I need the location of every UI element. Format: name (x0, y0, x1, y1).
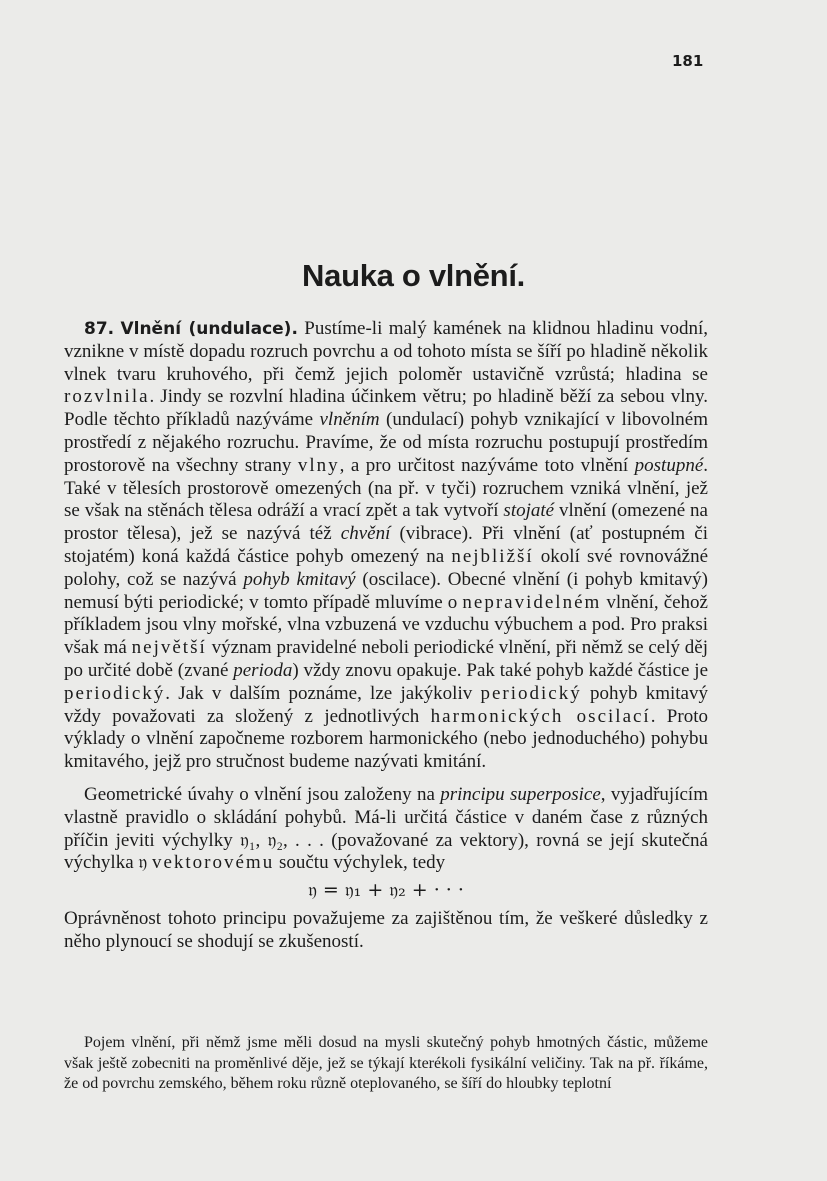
text-run: pohyb kmitavý vždy považovati za složený z jednotlivých (64, 682, 708, 727)
spaced-term: nejbližší (451, 545, 534, 567)
text-run: (vibrace). Při vlnění (ať postupném či stojatém) koná každá částice pohyb omezený na (64, 523, 709, 567)
text-run: . Jindy se rozvlní hladina účinkem větru; po hladině běží za sebou vlny. Podle těchto příkladů nazýváme (64, 386, 708, 431)
paragraph-intro (64, 318, 708, 774)
text-run: součtu výchylek, tedy (274, 852, 446, 874)
text-run: Geometrické úvahy o vlnění jsou založeny na (84, 783, 441, 805)
text-run: význam pravidelné neboli periodické vlnění, při němž se celý děj po určité době (zvané (64, 637, 708, 681)
text-run: Pustíme-li malý kamének na klidnou hladinu vodní, vznikne v místě dopadu rozruch povrchu a od tohoto místa se šíří po hladině několik vlnek tvaru kruhového, při čemž jejich poloměr ustavičně vzrůstá; hladina se (64, 318, 708, 385)
spaced-term: rozvlnila (64, 386, 150, 408)
text-run: , a pro určitost nazýváme toto vlnění (339, 454, 635, 476)
spaced-term: vlny (297, 454, 340, 476)
text-run: , vyjadřujícím vlastně pravidlo o skládání pohybů. Má-li určitá částice v daném čase z různých příčin jeviti výchylky 𝔶₁, 𝔶₂, . . . (považované za vektory), rovná se její skutečná výchylka 𝔶 (64, 783, 708, 874)
paragraph-validity: Oprávněnost tohoto principu považujeme za zajištěnou tím, že veškeré důsledky z něho plynoucí se shodují se zkušeností. (64, 907, 708, 952)
italic-term: pohyb kmitavý (243, 568, 356, 590)
text-run: . Jak v dalším poznáme, lze jakýkoliv (165, 682, 481, 704)
spaced-term: periodický (64, 682, 166, 704)
note-paragraph: Pojem vlnění, při němž jsme měli dosud na mysli skutečný pohyb hmotných částic, můžeme však ještě zobecniti na proměnlivé děje, jež se týkají kterékoli fysikální veličiny. Tak na př. říkáme, že od povrchu zemského, během roku různě oteplovaného, se šíří do hloubky teplotní (64, 1034, 708, 1092)
text-run: . Také v tělesích prostorově omezených (na př. v tyči) rozruchem vzniká vlnění, jež se však na stěnách tělesa odráží a vrací zpět a tak vytvoří (64, 454, 709, 522)
small-print-note (64, 1033, 708, 1095)
italic-term: stojaté (503, 500, 555, 522)
text-run: vlnění (omezené na prostor tělesa), jež se nazývá též (64, 500, 708, 545)
spaced-term: periodický (480, 682, 582, 704)
italic-term: postupné (634, 454, 704, 476)
text-run: ) vždy znovu opakuje. Pak také pohyb každé částice je (292, 659, 709, 681)
spaced-term: harmonických oscilací (430, 705, 651, 727)
section-number: 87. (84, 319, 115, 339)
text-run: (oscilace). Obecné vlnění (i pohyb kmitavý) nemusí býti periodické; v tomto případě mluvíme o (64, 568, 708, 613)
italic-term: vlněním (319, 409, 380, 431)
spaced-term: vektorovému (151, 852, 275, 874)
italic-term: chvění (340, 523, 391, 545)
text-run: (undulací) pohyb vznikající v libovolném prostředí z nějakého rozruchu. Pravíme, že od místa rozruchu postupují prostředím prostorově na všechny strany (64, 409, 708, 476)
body-text (64, 318, 708, 954)
chapter-title: Nauka o vlnění. (302, 258, 525, 293)
spaced-term: největší (131, 637, 207, 659)
italic-term: perioda (233, 659, 293, 681)
paragraph-superposition (64, 784, 708, 875)
text-run: okolí své rovnovážné polohy, což se nazývá (64, 545, 709, 590)
superposition-formula: 𝔶 = 𝔶₁ + 𝔶₂ + · · · (308, 879, 464, 902)
italic-term: principu superposice (440, 783, 601, 805)
page-number: 181 (672, 52, 704, 70)
text-run: vlnění, čehož příkladem jsou vlny mořské, vlna vzbuzená ve vzduchu výbuchem a pod. Pro praksi však má (64, 591, 708, 659)
section-title: Vlnění (undulace). (120, 319, 298, 339)
text-run: . Proto výklady o vlnění započneme rozborem harmonického (nebo jednoduchého) pohybu kmitavého, jejž pro stručnost budeme nazývati kmitání. (64, 705, 708, 773)
spaced-term: nepravidelném (462, 591, 602, 613)
